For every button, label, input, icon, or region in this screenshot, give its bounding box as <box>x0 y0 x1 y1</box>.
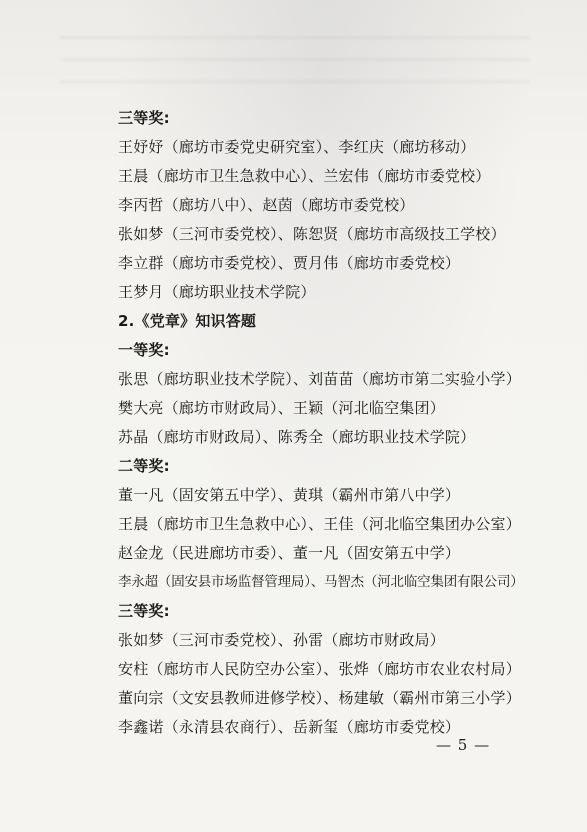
winner-line: 李永超（固安县市场监督管理局）、马智杰（河北临空集团有限公司） <box>118 574 524 590</box>
winner-line: 董一凡（固安第五中学）、黄琪（霸州市第八中学） <box>118 486 461 504</box>
winner-line: 王妤妤（廊坊市委党史研究室）、李红庆（廊坊移动） <box>118 138 476 156</box>
winner-line: 赵金龙（民进廊坊市委）、董一凡（固安第五中学） <box>118 544 461 562</box>
winner-line: 李鑫诺（永清县农商行）、岳新玺（廊坊市委党校） <box>118 718 461 736</box>
award-heading-third-prize: 三等奖: <box>118 109 170 127</box>
winner-line: 张如梦（三河市委党校）、陈恕贤（廊坊市高级技工学校） <box>118 225 506 243</box>
award-heading-second-prize: 二等奖: <box>118 457 170 475</box>
award-heading-third-prize: 三等奖: <box>118 602 170 620</box>
winner-line: 樊大亮（廊坊市财政局）、王颖（河北临空集团） <box>118 399 445 417</box>
winner-line: 苏晶（廊坊市财政局）、陈秀全（廊坊职业技术学院） <box>118 428 476 446</box>
winner-line: 安柱（廊坊市人民防空办公室）、张烨（廊坊市农业农村局） <box>118 660 521 678</box>
winner-line: 王晨（廊坊市卫生急救中心）、王佳（河北临空集团办公室） <box>118 515 521 533</box>
winner-line: 张思（廊坊职业技术学院）、刘苗苗（廊坊市第二实验小学） <box>118 370 521 388</box>
winner-line: 李丙哲（廊坊八中）、赵茵（廊坊市委党校） <box>118 196 415 214</box>
award-heading-first-prize: 一等奖: <box>118 341 170 359</box>
winner-line: 张如梦（三河市委党校）、孙雷（廊坊市财政局） <box>118 631 445 649</box>
winner-line: 董向宗（文安县教师进修学校）、杨建敏（霸州市第三小学） <box>118 689 521 707</box>
document-body <box>118 104 558 742</box>
winner-line: 王晨（廊坊市卫生急救中心）、兰宏伟（廊坊市委党校） <box>118 167 491 185</box>
bleed-through-texture <box>60 18 530 98</box>
winner-line: 李立群（廊坊市委党校）、贾月伟（廊坊市委党校） <box>118 254 461 272</box>
winner-line: 王梦月（廊坊职业技术学院） <box>118 283 316 301</box>
page-number: — 5 — <box>436 736 491 754</box>
section-title: 2.《党章》知识答题 <box>118 312 257 330</box>
